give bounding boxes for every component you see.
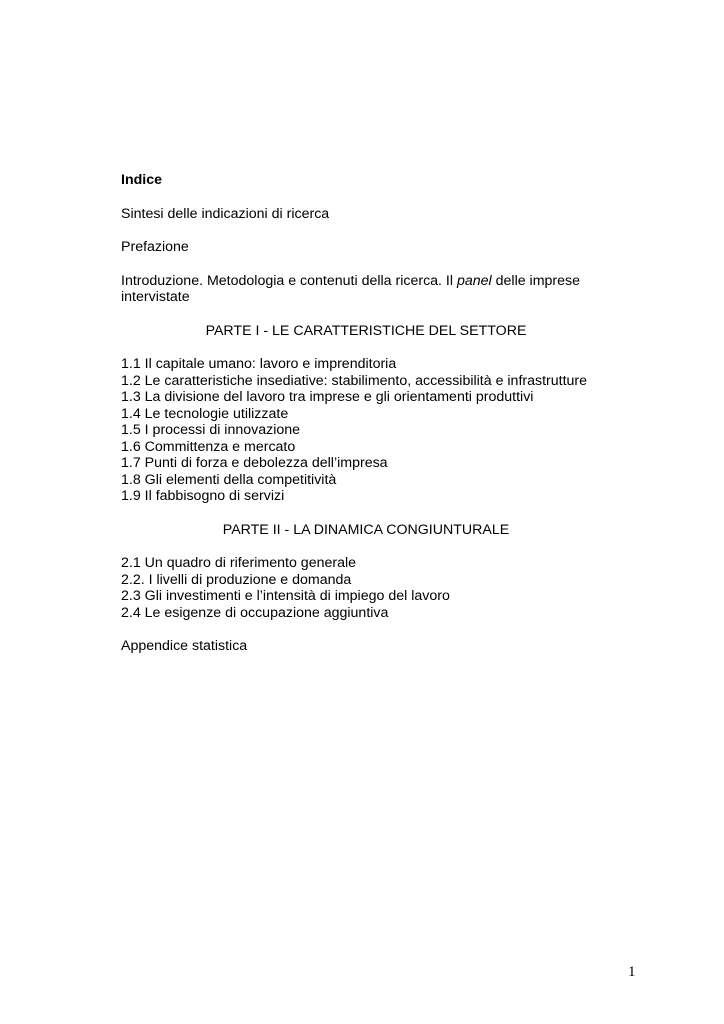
part-2-title: PARTE II - LA DINAMICA CONGIUNTURALE [222, 521, 510, 538]
page-number: 1 [628, 964, 636, 980]
toc-entry-preface: Prefazione [121, 239, 189, 255]
list-item: 1.5 I processi di innovazione [121, 422, 301, 438]
part-1-title: PARTE I - LE CARATTERISTICHE DEL SETTORE [205, 322, 527, 339]
list-item: 1.9 Il fabbisogno di servizi [121, 488, 285, 504]
list-item: 2.2. I livelli di produzione e domanda [121, 571, 352, 588]
introduction-emphasis: panel [456, 272, 492, 289]
list-item: 2.1 Un quadro di riferimento generale [121, 555, 357, 571]
list-item: 2.3 Gli investimenti e l’intensità di impiego del lavoro [121, 588, 450, 604]
part-1-list [121, 356, 611, 505]
introduction-text-start: Introduzione. Metodologia e contenuti della ricerca. Il [121, 272, 457, 289]
list-item: 1.1 Il capitale umano: lavoro e imprenditoria [121, 356, 397, 372]
toc-entry-introduction [121, 273, 611, 306]
toc-entry-summary: Sintesi delle indicazioni di ricerca [121, 205, 330, 222]
introduction-text-end: delle imprese intervistate [121, 272, 581, 305]
toc-heading: Indice [121, 172, 162, 188]
list-item: 1.3 La divisione del lavoro tra imprese e gli orientamenti produttivi [121, 389, 534, 405]
list-item: 2.4 Le esigenze di occupazione aggiuntiva [121, 604, 389, 621]
list-item: 1.2 Le caratteristiche insediative: stabilimento, accessibilità e infrastrutture [121, 372, 588, 389]
list-item: 1.7 Punti di forza e debolezza dell’impresa [121, 455, 388, 471]
list-item: 1.6 Committenza e mercato [121, 438, 296, 455]
list-item: 1.8 Gli elementi della competitività [121, 471, 337, 488]
list-item: 1.4 Le tecnologie utilizzate [121, 405, 289, 422]
toc-entry-appendix: Appendice statistica [121, 638, 248, 654]
table-of-contents [121, 172, 611, 672]
part-2-list [121, 555, 611, 621]
